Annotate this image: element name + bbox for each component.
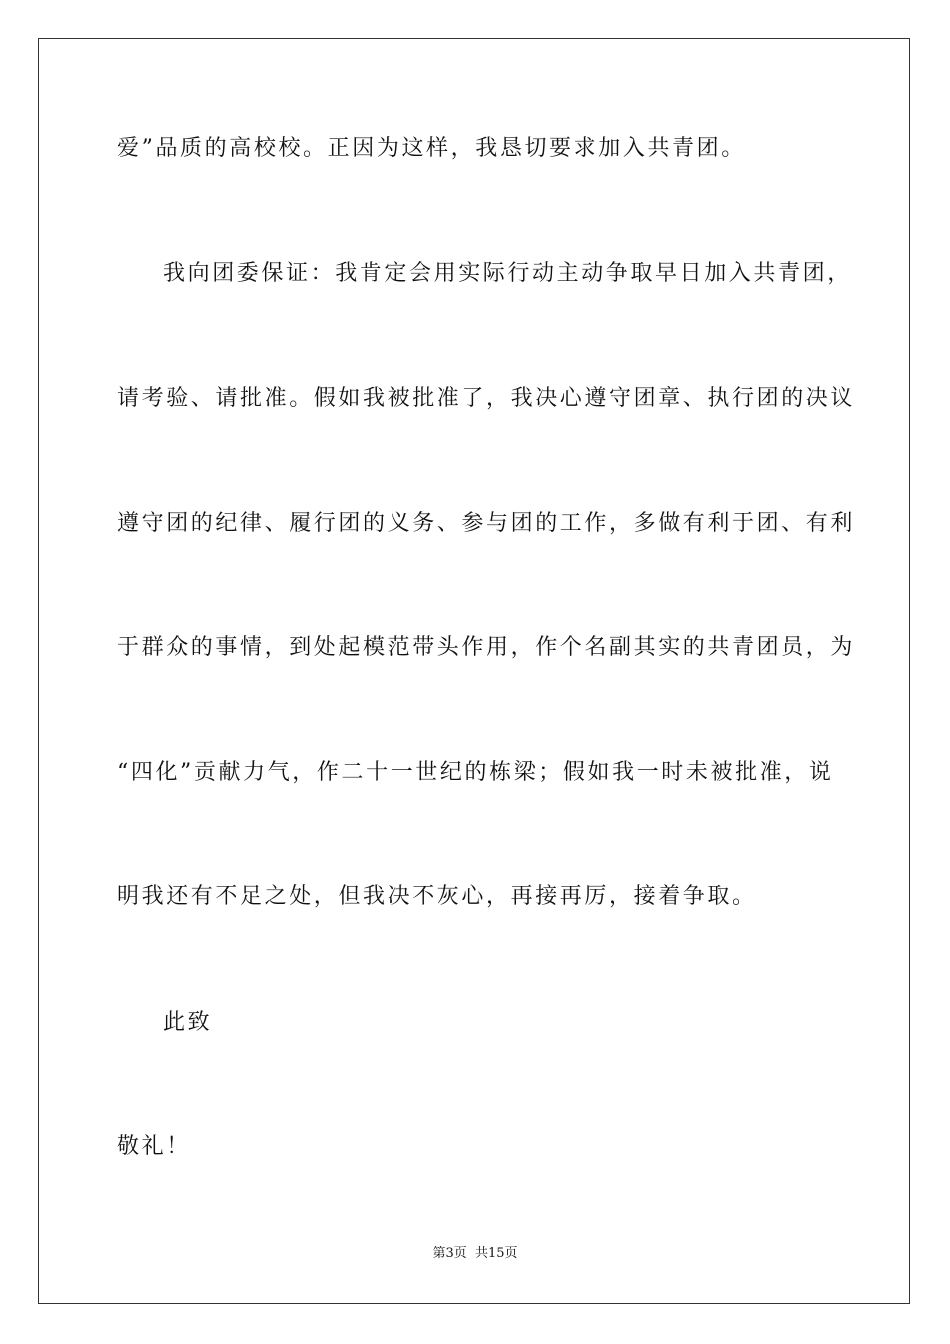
- paragraph-line: 请考验、请批准。假如我被批准了，我决心遵守团章、执行团的决议: [117, 386, 856, 411]
- paragraph-line: 我向团委保证：我肯定会用实际行动主动争取早日加入共青团，: [163, 261, 852, 286]
- closing-salutation: 此致: [163, 1010, 213, 1035]
- paragraph-line: 于群众的事情，到处起模范带头作用，作个名副其实的共青团员，为: [117, 635, 856, 660]
- paragraph-line: 明我还有不足之处，但我决不灰心，再接再厉，接着争取。: [117, 884, 757, 909]
- page-number-footer: 第3页 共15页: [432, 1246, 518, 1261]
- paragraph-line: 遵守团的纪律、履行团的义务、参与团的工作，多做有利于团、有利: [117, 511, 856, 536]
- page-border: [38, 38, 910, 1304]
- paragraph-line: “四化”贡献力气，作二十一世纪的栋梁；假如我一时未被批准，说: [117, 760, 834, 785]
- paragraph-line: 爱”品质的高校校。正因为这样，我恳切要求加入共青团。: [117, 136, 746, 161]
- closing-regards: 敬礼！: [117, 1134, 191, 1159]
